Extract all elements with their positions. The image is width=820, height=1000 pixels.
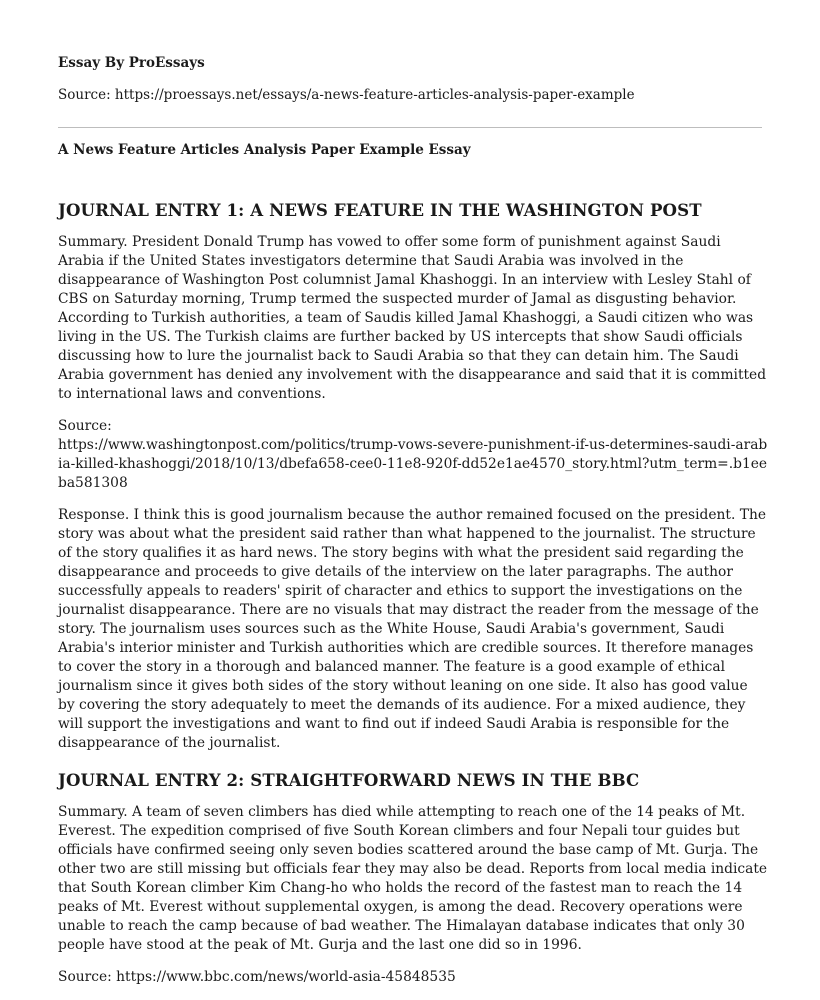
essay-body [58, 199, 768, 1000]
entry-1-source [58, 417, 768, 493]
entry-1-heading: JOURNAL ENTRY 1: A NEWS FEATURE IN THE WASHINGTON POST [58, 200, 702, 220]
entry-1-response: Response. I think this is good journalism because the author remained focused on the president. The story was about what the president said rather than what happened to the journalist. The structure of the story qualifies it as hard news. The story begins with what the president said regarding the disappearance and proceeds to give details of the interview on the later paragraphs. The author successfully appeals to readers' spirit of character and ethics to support the investigations on the journalist disappearance. There are no visuals that may distract the reader from the message of the story. The journalism uses sources such as the White House, Saudi Arabia's government, Saudi Arabia's interior minister and Turkish authorities which are credible sources. It therefore manages to cover the story in a thorough and balanced manner. The feature is a good example of ethical journalism since it gives both sides of the story without leaning on one side. It also has good value by covering the story adequately to meet the demands of its audience. For a mixed audience, they will support the investigations and want to find out if indeed Saudi Arabia is responsible for the disappearance of the journalist. [58, 507, 766, 751]
brand-label: Essay By ProEssays [58, 55, 205, 71]
entry-2-source: Source: https://www.bbc.com/news/world-asia-45848535 [58, 969, 456, 985]
journal-entry-2 [58, 769, 768, 987]
essay-source-line: Source: https://proessays.net/essays/a-news-feature-articles-analysis-paper-example [58, 87, 635, 103]
entry-1-source-label: Source: [58, 418, 112, 434]
entry-2-summary: Summary. A team of seven climbers has died while attempting to reach one of the 14 peaks of Mt. Everest. The expedition comprised of five South Korean climbers and four Nepali tour guides but officials have confirmed seeing only seven bodies scattered around the base camp of Mt. Gurja. The other two are still missing but officials fear they may also be dead. Reports from local media indicate that South Korean climber Kim Chang-ho who holds the record of the fastest man to reach the 14 peaks of Mt. Everest without supplemental oxygen, is among the dead. Recovery operations were unable to reach the camp because of bad weather. The Himalayan database indicates that only 30 people have stood at the peak of Mt. Gurja and the last one did so in 1996. [58, 804, 768, 953]
journal-entry-1 [58, 199, 768, 753]
essay-title: A News Feature Articles Analysis Paper Example Essay [58, 142, 471, 158]
divider [58, 127, 762, 128]
entry-2-heading: JOURNAL ENTRY 2: STRAIGHTFORWARD NEWS IN THE BBC [58, 770, 640, 790]
entry-1-source-url[interactable]: https://www.washingtonpost.com/politics/trump-vows-severe-punishment-if-us-determines-saudi-arabia-killed-khashoggi/2018/10/13/dbefa658-cee0-11e8-920f-dd52e1ae4570_story.html?utm_term=.b1eeba581308 [58, 437, 768, 491]
entry-1-summary: Summary. President Donald Trump has vowed to offer some form of punishment against Saudi Arabia if the United States investigators determine that Saudi Arabia was involved in the disappearance of Washington Post columnist Jamal Khashoggi. In an interview with Lesley Stahl of CBS on Saturday morning, Trump termed the suspected murder of Jamal as disgusting behavior. According to Turkish authorities, a team of Saudis killed Jamal Khashoggi, a Saudi citizen who was living in the US. The Turkish claims are further backed by US intercepts that show Saudi officials discussing how to lure the journalist back to Saudi Arabia so that they can detain him. The Saudi Arabia government has denied any involvement with the disappearance and said that it is committed to international laws and conventions. [58, 234, 767, 402]
